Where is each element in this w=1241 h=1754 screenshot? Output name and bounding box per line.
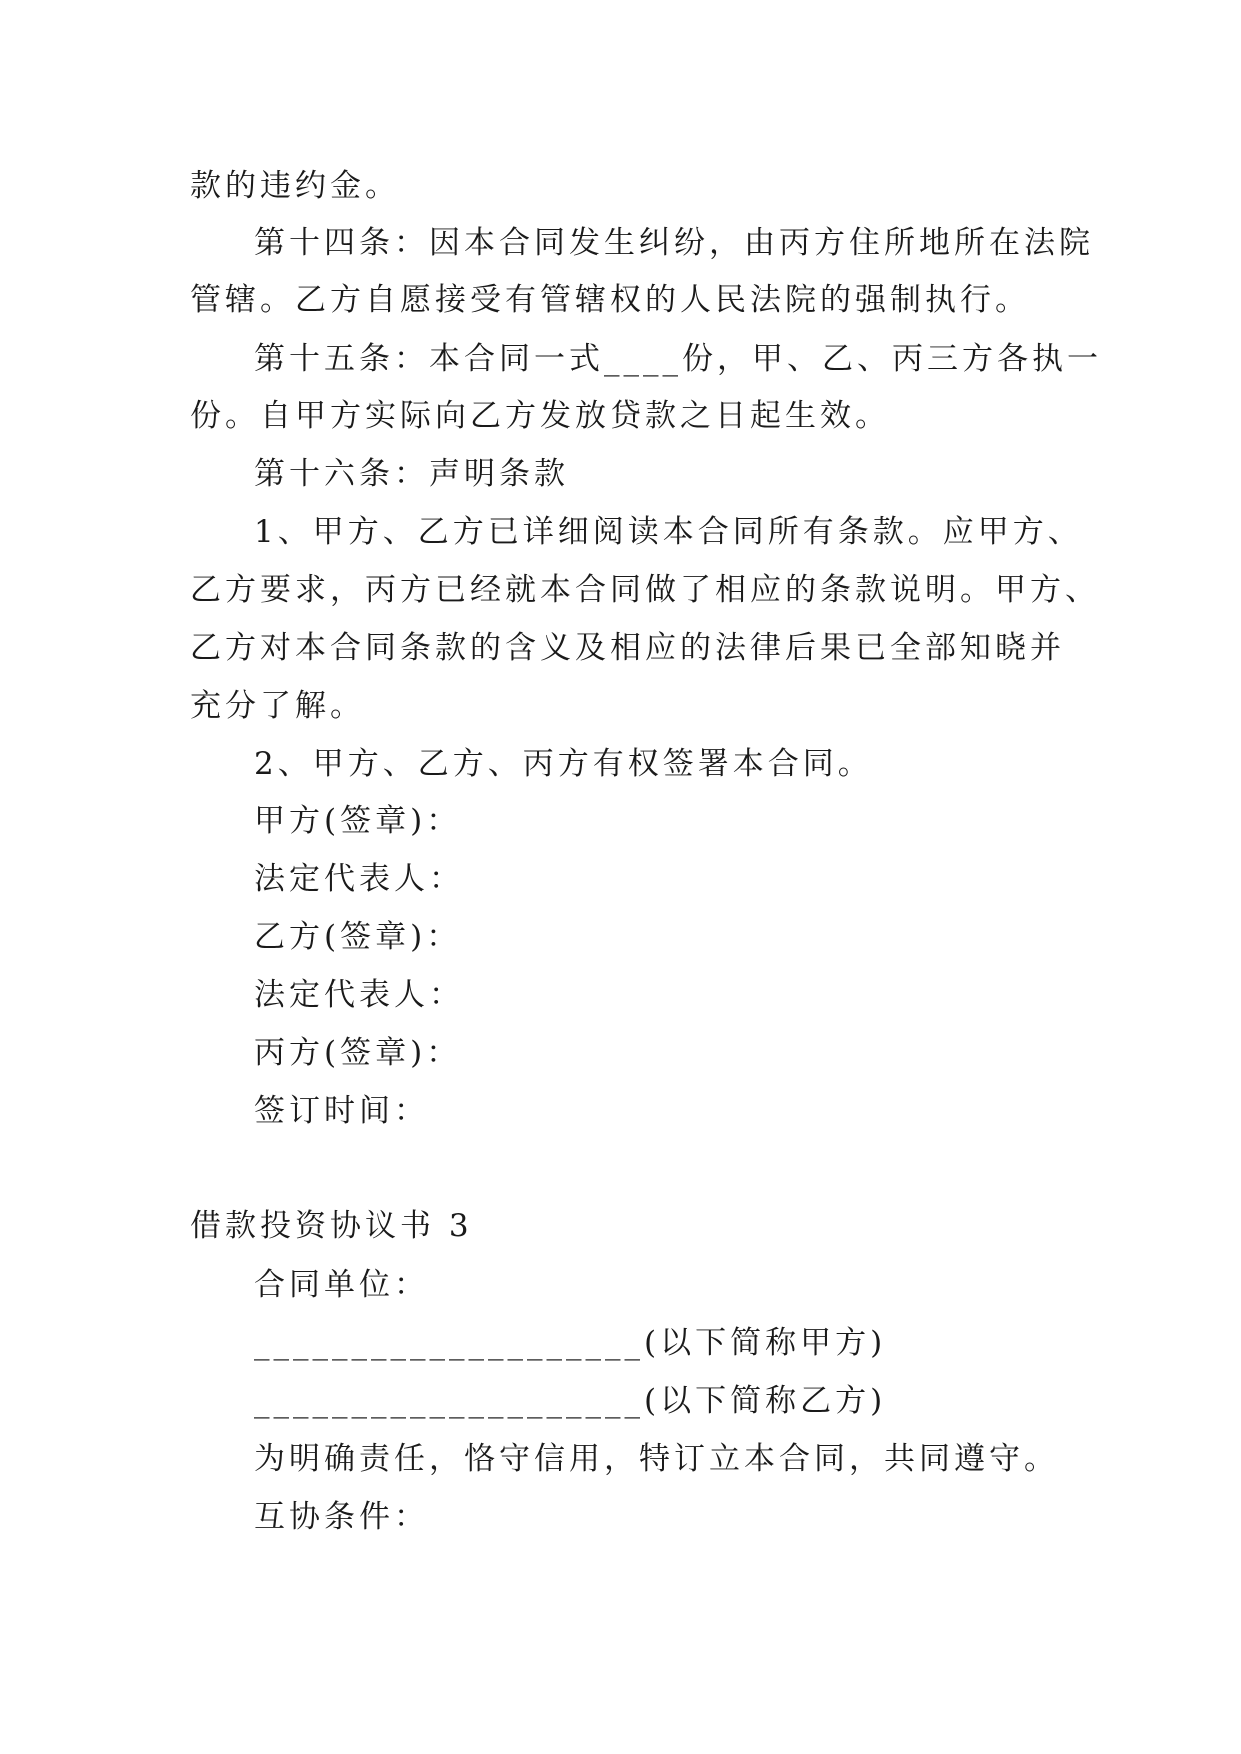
signature-party-b: 乙方(签章)： xyxy=(254,919,462,955)
text-line-purpose: 为明确责任，恪守信用，特订立本合同，共同遵守。 xyxy=(254,1441,1059,1477)
text-line-contract-units: 合同单位： xyxy=(254,1267,429,1303)
text-line-clause-1: 1、甲方、乙方已详细阅读本合同所有条款。应甲方、 xyxy=(254,514,1083,550)
text-line-conditions: 互协条件： xyxy=(254,1499,429,1535)
signature-party-a: 甲方(签章)： xyxy=(254,803,462,839)
signing-date: 签订时间： xyxy=(254,1093,429,1129)
legal-representative-b: 法定代表人： xyxy=(254,977,464,1013)
legal-representative-a: 法定代表人： xyxy=(254,861,464,897)
text-line: 款的违约金。 xyxy=(190,168,400,204)
text-line: 乙方要求，丙方已经就本合同做了相应的条款说明。甲方、 xyxy=(190,572,1100,608)
text-line: 管辖。乙方自愿接受有管辖权的人民法院的强制执行。 xyxy=(190,282,1030,318)
text-line: 充分了解。 xyxy=(190,688,365,724)
signature-party-c: 丙方(签章)： xyxy=(254,1035,462,1071)
text-line: 份。自甲方实际向乙方发放贷款之日起生效。 xyxy=(190,398,890,434)
text-line-article-16: 第十六条：声明条款 xyxy=(254,456,569,492)
text-line-article-15: 第十五条：本合同一式____份，甲、乙、丙三方各执一 xyxy=(254,341,1102,377)
text-line-clause-2: 2、甲方、乙方、丙方有权签署本合同。 xyxy=(254,746,873,782)
section-title: 借款投资协议书 3 xyxy=(190,1208,473,1244)
party-a-blank: ____________________(以下简称甲方) xyxy=(254,1325,887,1361)
text-line-article-14: 第十四条：因本合同发生纠纷，由丙方住所地所在法院 xyxy=(254,225,1094,261)
text-line: 乙方对本合同条款的含义及相应的法律后果已全部知晓并 xyxy=(190,630,1065,666)
party-b-blank: ____________________(以下简称乙方) xyxy=(254,1383,887,1419)
